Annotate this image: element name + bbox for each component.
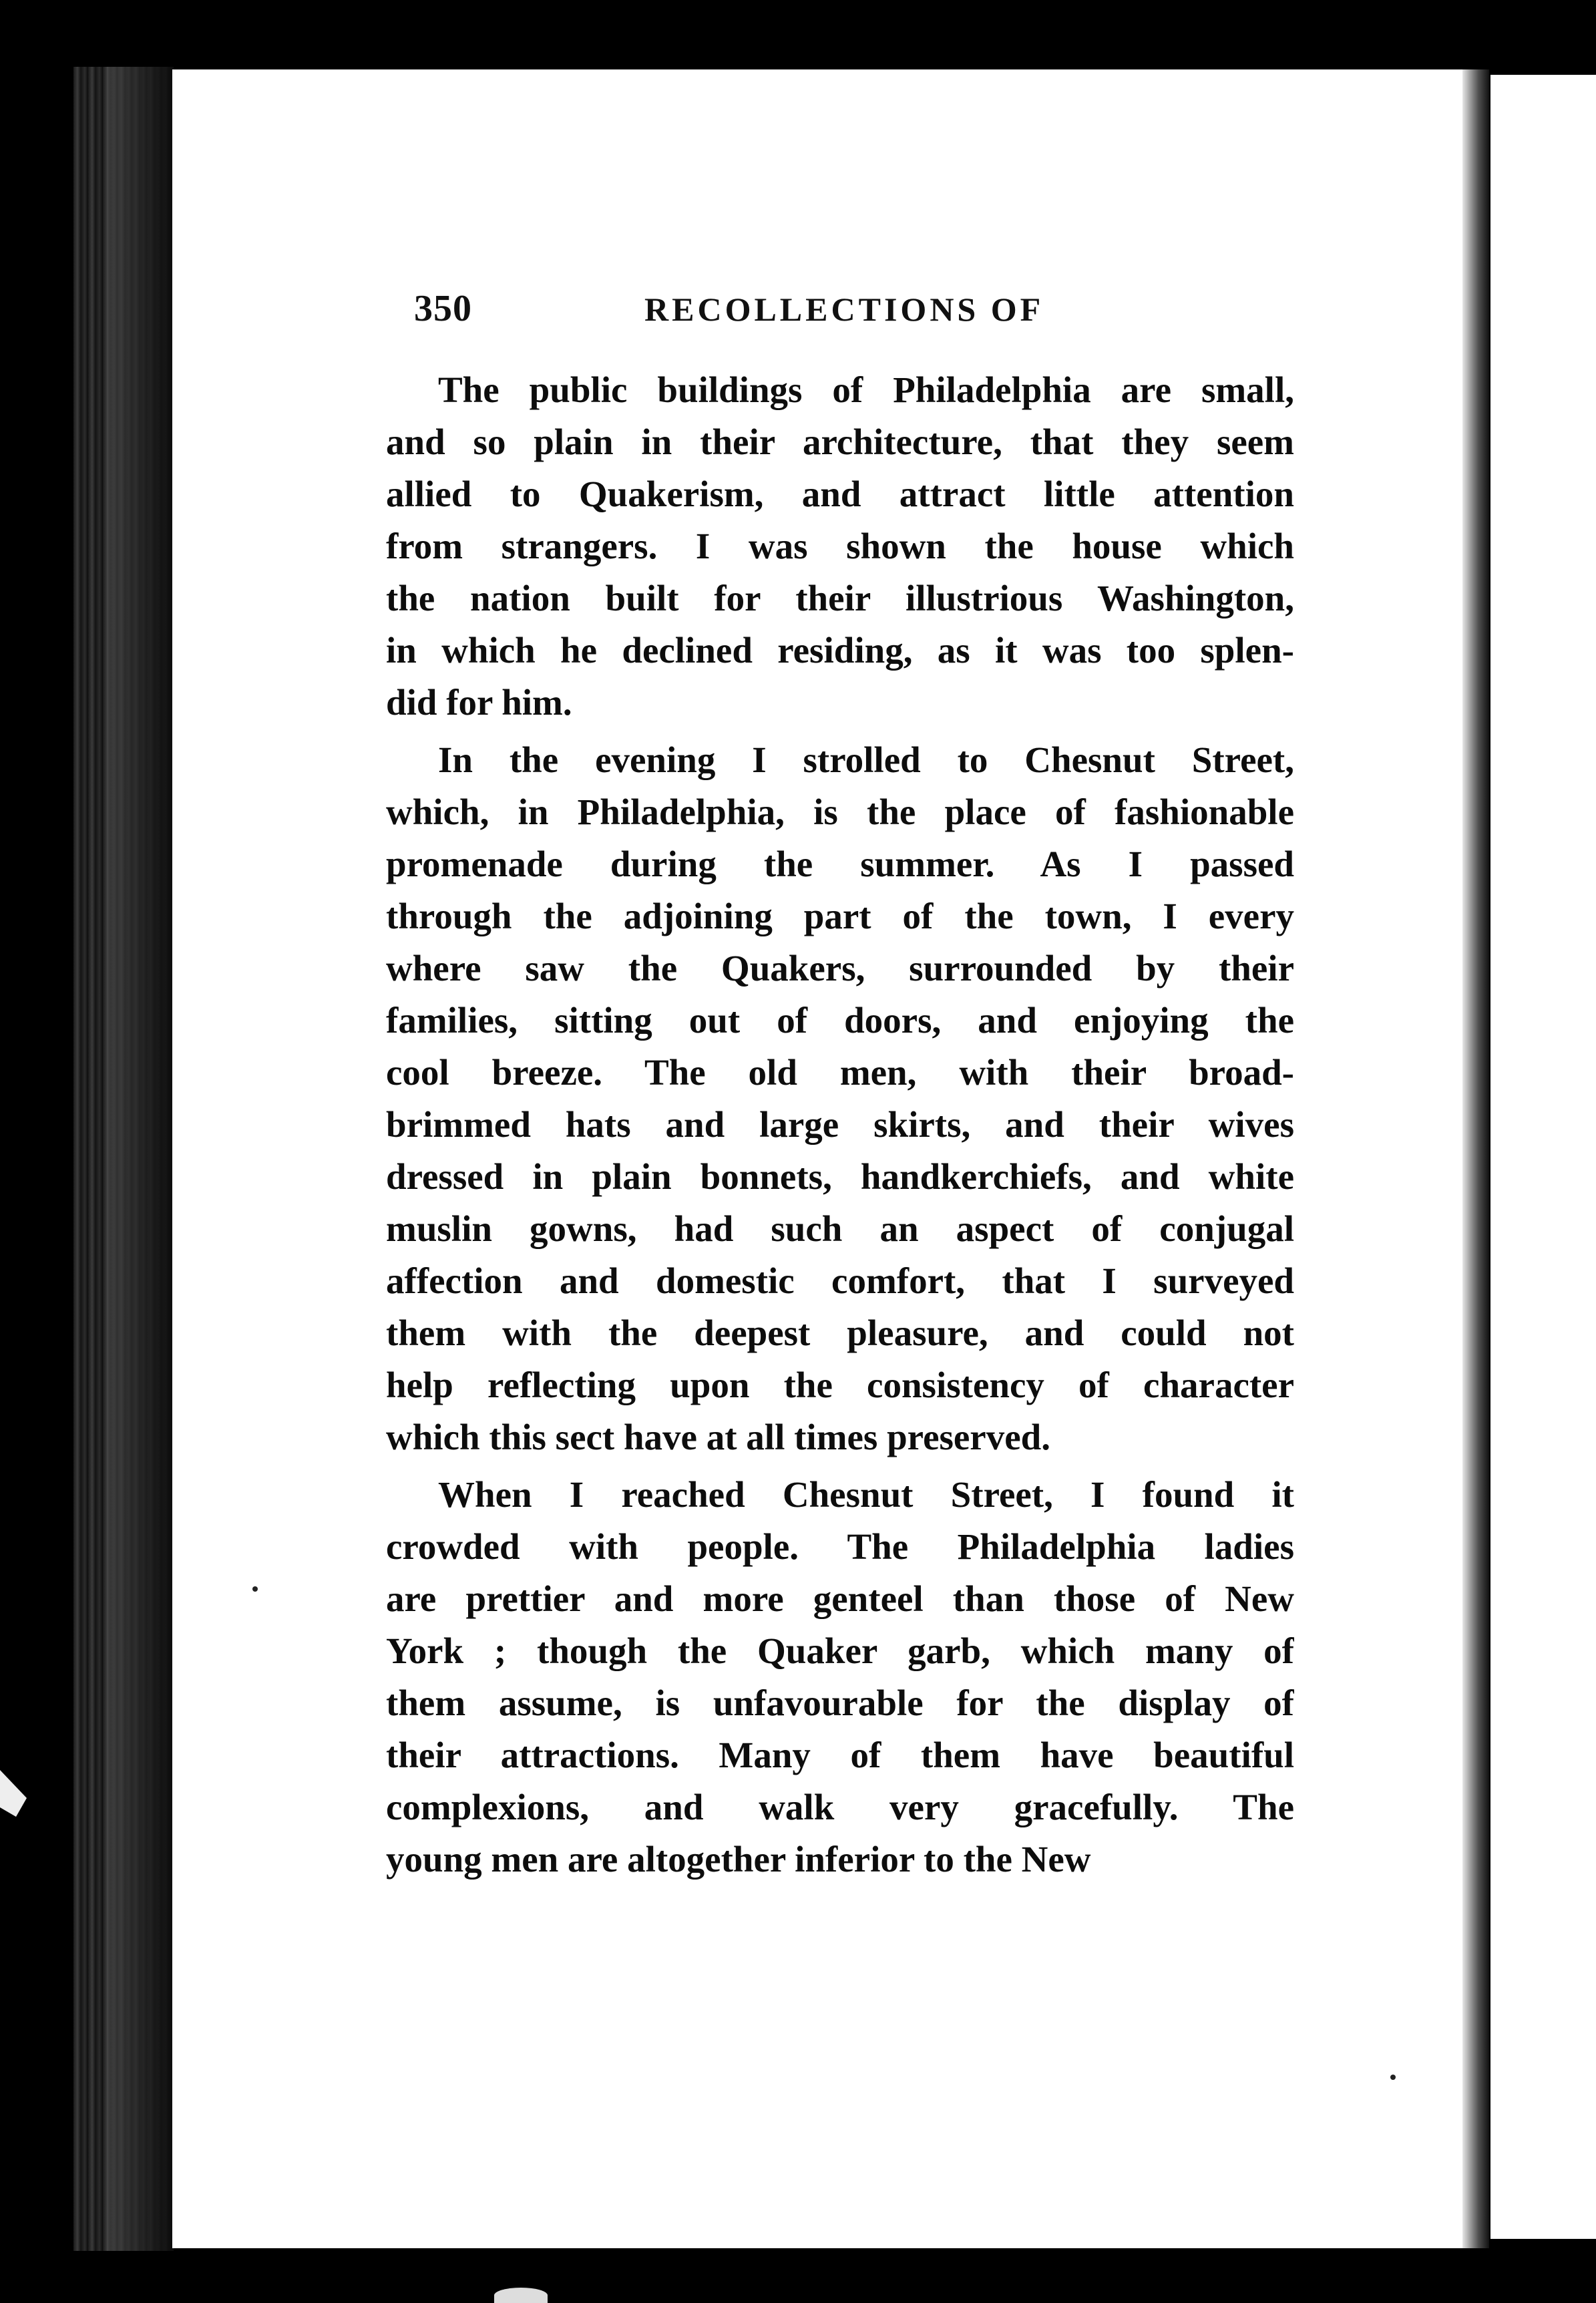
paragraph	[386, 1469, 1294, 1886]
text-line: In the evening I strolled to Chesnut Street,	[438, 739, 1294, 780]
facing-page	[1490, 75, 1596, 2239]
text-line: which this sect have at all times preserved.	[386, 1417, 1050, 1457]
text-line: where saw the Quakers, surrounded by their	[386, 948, 1294, 989]
text-line: from strangers. I was shown the house which	[386, 526, 1294, 566]
text-line: young men are altogether inferior to the New	[386, 1839, 1091, 1880]
paper-scrap	[494, 2288, 548, 2303]
paragraph	[386, 364, 1294, 729]
text-line: affection and domestic comfort, that I surveyed	[386, 1260, 1294, 1301]
text-line: them assume, is unfavourable for the display of	[386, 1682, 1294, 1723]
gutter-shadow	[107, 67, 174, 2251]
text-line: in which he declined residing, as it was too splen-	[386, 630, 1294, 671]
text-line: and so plain in their architecture, that they seem	[386, 421, 1294, 462]
ink-speck	[252, 1586, 258, 1592]
text-line: dressed in plain bonnets, handkerchiefs, and white	[386, 1156, 1294, 1197]
text-line: them with the deepest pleasure, and could not	[386, 1312, 1294, 1353]
text-line: did for him.	[386, 682, 572, 723]
text-line: their attractions. Many of them have beautiful	[386, 1735, 1294, 1775]
text-line: The public buildings of Philadelphia are small,	[438, 369, 1294, 410]
text-line: complexions, and walk very gracefully. The	[386, 1787, 1294, 1827]
text-line: the nation built for their illustrious Washington,	[386, 578, 1294, 618]
text-line: allied to Quakerism, and attract little attention	[386, 474, 1294, 514]
running-title: RECOLLECTIONS OF	[644, 291, 1044, 328]
text-line: cool breeze. The old men, with their broad-	[386, 1052, 1294, 1093]
page-edge	[1462, 69, 1489, 2248]
page-number: 350	[414, 288, 472, 329]
ink-speck	[1390, 2075, 1396, 2080]
text-line: brimmed hats and large skirts, and their wives	[386, 1104, 1294, 1145]
paragraph	[386, 734, 1294, 1463]
running-head	[414, 287, 1282, 347]
text-line: which, in Philadelphia, is the place of fashionable	[386, 791, 1294, 832]
paper-scrap	[0, 1770, 27, 1817]
text-line: through the adjoining part of the town, I every	[386, 896, 1294, 936]
text-line: crowded with people. The Philadelphia ladies	[386, 1526, 1294, 1567]
text-line: help reflecting upon the consistency of character	[386, 1365, 1294, 1405]
text-line: muslin gowns, had such an aspect of conjugal	[386, 1208, 1294, 1249]
body-text	[386, 364, 1294, 1891]
text-line: York ; though the Quaker garb, which many of	[386, 1630, 1294, 1671]
text-line: When I reached Chesnut Street, I found it	[438, 1474, 1294, 1515]
text-line: are prettier and more genteel than those of New	[386, 1578, 1294, 1619]
text-line: families, sitting out of doors, and enjoying the	[386, 1000, 1294, 1041]
text-line: promenade during the summer. As I passed	[386, 844, 1294, 884]
